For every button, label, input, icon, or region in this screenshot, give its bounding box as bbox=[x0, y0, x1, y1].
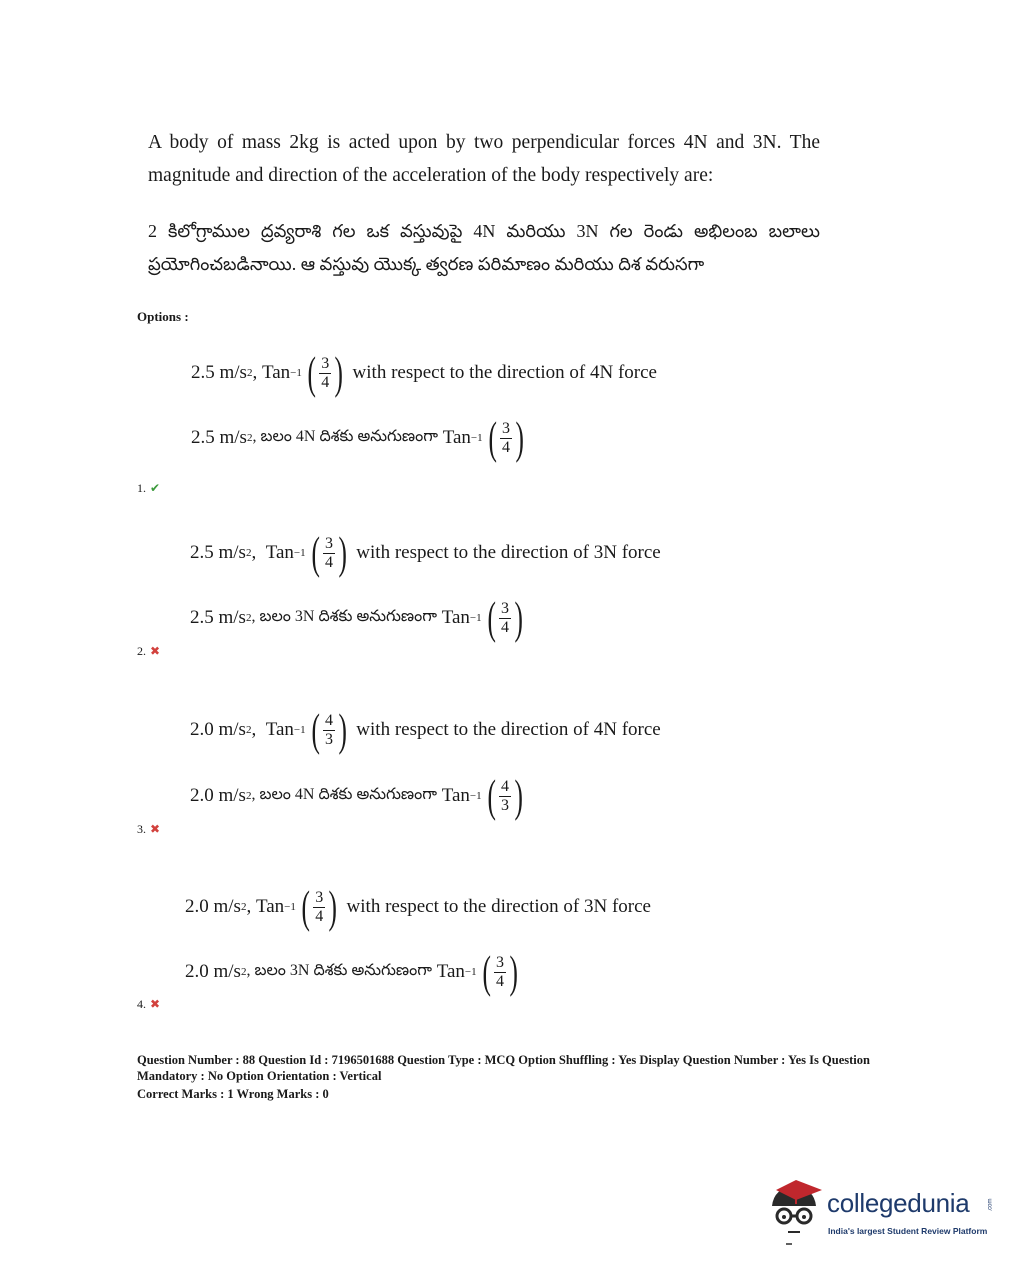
question-telugu: 2 కిలోగ్రాముల ద్రవ్యరాశి గల ఒక వస్తువుపై 4N మరియు 3N గల రెండు అభిలంబ బలాలు ప్రయోగించబడినాయి. ఆ వస్తువు యొక్క త్వరణ పరిమాణం మరియు దిశ వరుసగా bbox=[148, 221, 820, 274]
question-metadata: Question Number : 88 Question Id : 7196501688 Question Type : MCQ Option Shuffling : Yes Display Question Number : Yes Is Question Mandatory : No Option Orientation : Vertical Correct Marks : 1 Wrong Marks : 0 bbox=[137, 1053, 870, 1101]
option-3-telugu: 2.0 m/s 2 , బలం 4N దిశకు అనుగుణంగా Tan −1 ( 4 3 ) bbox=[190, 773, 532, 819]
logo-wordmark: collegedunia bbox=[827, 1188, 970, 1218]
fraction: ( 4 3 ) bbox=[311, 704, 347, 755]
option-4-marker: 4. ✖ bbox=[137, 997, 161, 1011]
fraction: ( 3 4 ) bbox=[311, 527, 347, 578]
logo-tagline: India's largest Student Review Platform bbox=[828, 1226, 988, 1236]
option-3-marker: 3. ✖ bbox=[137, 822, 161, 836]
option-1-marker: 1. ✔ bbox=[137, 481, 161, 495]
option-2-marker: 2. ✖ bbox=[137, 644, 161, 658]
cross-icon: ✖ bbox=[150, 822, 161, 836]
option-4-english: 2.0 m/s 2 , Tan −1 ( 3 4 ) with respect to the direction of 3N force bbox=[185, 881, 651, 932]
fraction: ( 4 3 ) bbox=[487, 770, 523, 821]
fraction: ( 3 4 ) bbox=[301, 881, 338, 932]
fraction: ( 3 4 ) bbox=[482, 946, 518, 997]
option-2-english: 2.5 m/s 2 , Tan −1 ( 3 4 ) with respect to the direction of 3N force bbox=[190, 527, 661, 578]
options-label: Options : bbox=[137, 309, 189, 324]
fraction: ( 3 4 ) bbox=[487, 592, 523, 643]
fraction: ( 3 4 ) bbox=[488, 412, 524, 463]
cross-icon: ✖ bbox=[150, 644, 161, 658]
option-4-telugu: 2.0 m/s 2 , బలం 3N దిశకు అనుగుణంగా Tan −1 ( 3 4 ) bbox=[185, 949, 527, 995]
question-english: A body of mass 2kg is acted upon by two perpendicular forces 4N and 3N. The magnitude and direction of the acceleration of the body respectively are: bbox=[148, 132, 820, 186]
option-1-english: 2.5 m/s 2 , Tan −1 ( 3 4 ) with respect to the direction of 4N force bbox=[191, 347, 657, 398]
fraction: ( 3 4 ) bbox=[307, 347, 344, 398]
cross-icon: ✖ bbox=[150, 997, 161, 1011]
collegedunia-mascot-icon bbox=[766, 1178, 826, 1248]
option-1-telugu: 2.5 m/s 2 , బలం 4N దిశకు అనుగుణంగా Tan −1 ( 3 4 ) bbox=[191, 415, 533, 461]
option-2-telugu: 2.5 m/s 2 , బలం 3N దిశకు అనుగుణంగా Tan −1 ( 3 4 ) bbox=[190, 595, 532, 641]
option-3-english: 2.0 m/s 2 , Tan −1 ( 4 3 ) with respect to the direction of 4N force bbox=[190, 704, 661, 755]
logo-com: .com bbox=[987, 1198, 994, 1212]
check-icon: ✔ bbox=[150, 481, 161, 495]
